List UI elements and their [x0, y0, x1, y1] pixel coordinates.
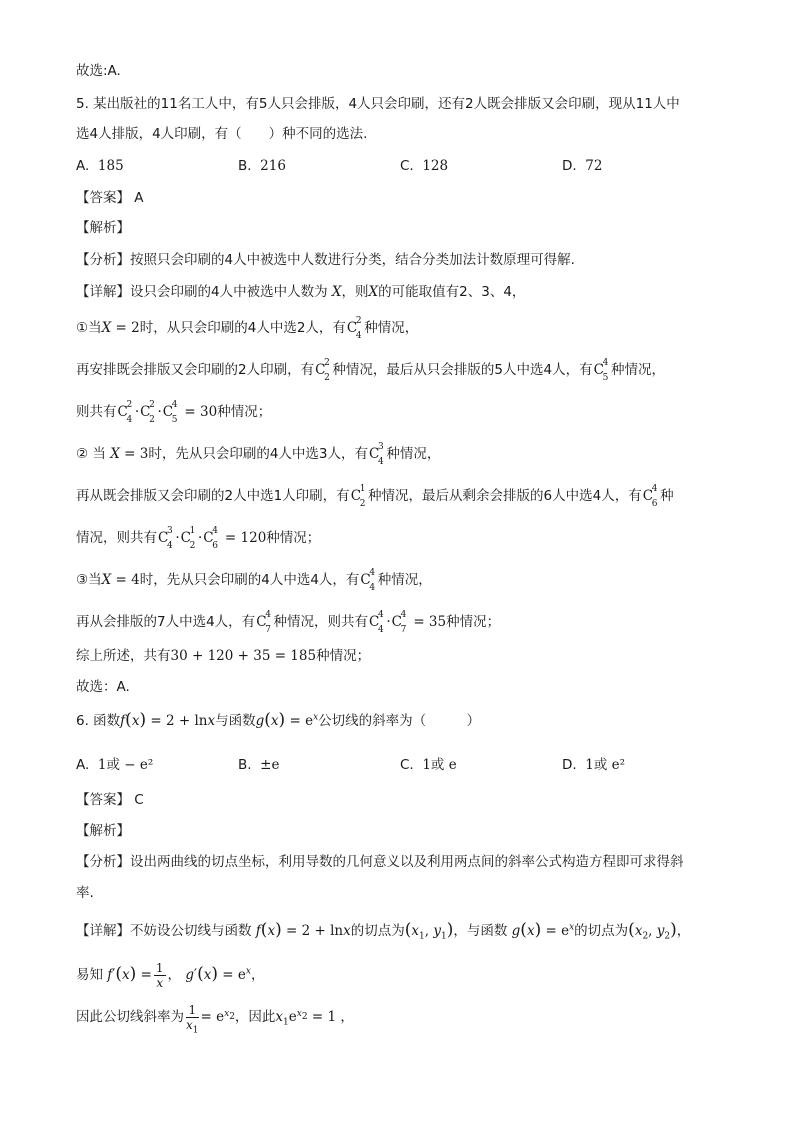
- answer-tag: 【答案】: [76, 190, 130, 206]
- q6-derivatives: 易知 f′(x) = $\frac{1}{x}$ ， $g'(x) = e^x$，: [76, 960, 265, 990]
- q5-xiangjie: 【详解】设只会印刷的4人中被选中人数为 X，则X的可能取值有2、3、4，: [76, 284, 526, 300]
- previous-conclusion: 故选:A.: [76, 63, 121, 79]
- q5-case1-line3: 则共有C 2 4 ·C 2 2 ·C 4 5 = 30种情况；: [76, 400, 272, 425]
- q5-option-c: C. 128: [400, 158, 449, 174]
- q5-fenxi: 【分析】按照只会印刷的4人中被选中人数进行分类，结合分类加法计数原理可得解.: [76, 252, 575, 268]
- q5-case3-line2: 再从会排版的7人中选4人，有C 4 7 种情况，则共有C 4 4 ·C 4 7 = 35种情况；: [76, 610, 501, 635]
- q5-case2-line2: 再从既会排版又会印刷的2人中选1人印刷，有C 1 2 种情况，最后从剩余会排版的6人中选4人，有C 4 6 种: [76, 484, 674, 509]
- q5-analysis-tag: 【解析】: [76, 220, 130, 236]
- q6-option-a: A. 1或 − e²: [76, 757, 154, 773]
- q6-option-b: B. ±e: [238, 757, 280, 773]
- q5-case1-line2: 再安排既会排版又会印刷的2人印刷，有C 2 2 种情况，最后从只会排版的5人中选4人，有C 4 5 种情况，: [76, 358, 665, 383]
- q6-slope: 因此公切线斜率为 $\frac{1}{x_1}$ = $e^{x_2}$，因此$x_1e^{x_2} = 1$ ，: [76, 1002, 354, 1035]
- q5-option-b: B. 216: [238, 158, 286, 174]
- q6-analysis-tag: 【解析】: [76, 823, 130, 839]
- q5-case3-line1: ③当X = 4时，先从只会印刷的4人中选4人，有C 4 4 种情况，: [76, 568, 432, 593]
- comb-c42: C 2 4: [346, 316, 362, 341]
- q5-answer: 【答案】 A: [76, 190, 144, 206]
- q6-fenxi-line1: 【分析】设出两曲线的切点坐标，利用导数的几何意义以及利用两点间的斜率公式构造方程即可求得斜: [76, 854, 684, 870]
- q5-stem-line2: 选4人排版，4人印刷，有（ ）种不同的选法.: [76, 126, 368, 142]
- q5-option-a: A. 185: [76, 158, 124, 174]
- q5-option-d: D. 72: [562, 158, 603, 174]
- q5-case2-line3: 情况，则共有C 3 4 ·C 1 2 ·C 4 6 = 120种情况；: [76, 526, 321, 551]
- q5-case2-line1: ② 当 X = 3时，先从只会印刷的4人中选3人，有C 3 4 种情况，: [76, 442, 441, 467]
- q5-stem-line1: 5. 某出版社的11名工人中，有5人只会排版，4人只会印刷，还有2人既会排版又会印刷，现从11人中: [76, 96, 680, 112]
- q5-case1-line1: ①当X = 2时，从只会印刷的4人中选2人，有C 2 4 种情况，: [76, 316, 419, 341]
- q6-option-d: D. 1或 e²: [562, 757, 626, 773]
- q6-xiangjie: 【详解】不妨设公切线与函数 f(x) = 2 + lnx的切点为($x_1$, $y_1$)，与函数 $g(x) = e^x$的切点为($x_2$, $y_2$)，: [76, 920, 691, 942]
- q6-fenxi-line2: 率.: [76, 885, 94, 901]
- q5-summary: 综上所述，共有30 + 120 + 35 = 185种情况；: [76, 648, 371, 664]
- q6-stem: 6. 函数f(x) = 2 + lnx与函数$g(x) = e^x$公切线的斜率为（ ）: [76, 710, 481, 730]
- q6-option-c: C. 1或 e: [400, 757, 457, 773]
- q5-conclusion: 故选：A.: [76, 679, 130, 695]
- q6-answer: 【答案】 C: [76, 792, 144, 808]
